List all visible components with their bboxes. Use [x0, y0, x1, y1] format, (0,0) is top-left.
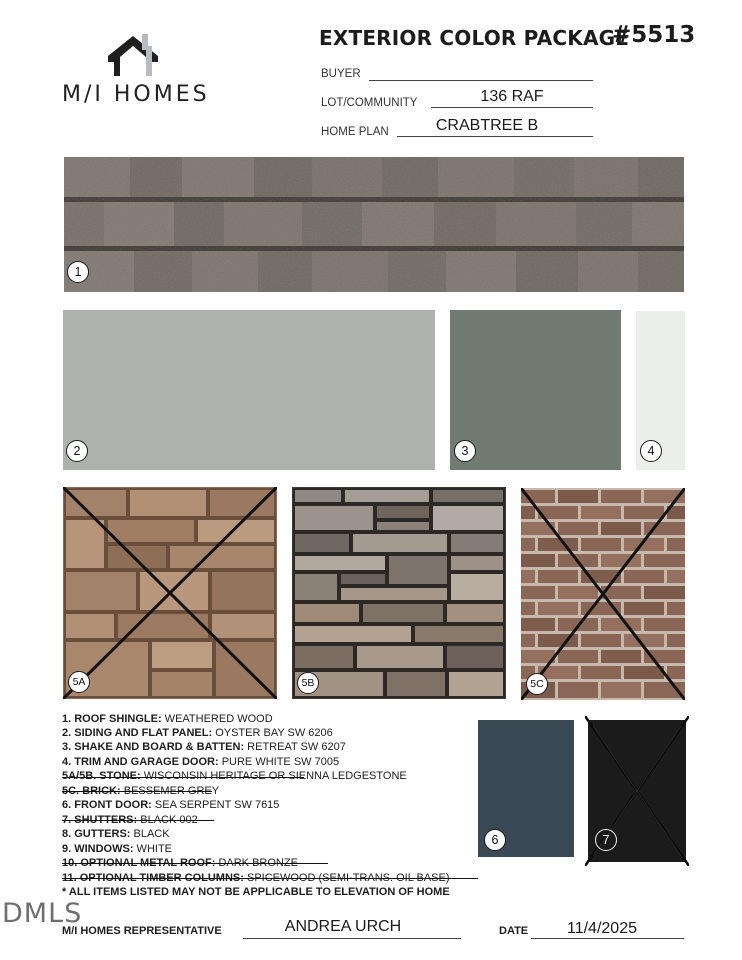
stone-5a-swatch [63, 487, 277, 699]
lot-community-line [431, 107, 593, 108]
house-icon [106, 32, 160, 76]
buyer-label: BUYER [321, 68, 361, 80]
spec-siding: 2. SIDING AND FLAT PANEL: OYSTER BAY SW 6206 [62, 727, 333, 739]
swatch-number-badge: 6 [484, 829, 506, 851]
home-plan-label: HOME PLAN [321, 126, 389, 138]
applicability-note: * ALL ITEMS LISTED MAY NOT BE APPLICABLE TO ELEVATION OF HOME [62, 886, 450, 898]
strikethrough-line [62, 791, 212, 792]
swatch-number-badge: 7 [595, 829, 617, 851]
spec-gutters: 8. GUTTERS: BLACK [62, 828, 170, 840]
spec-metal-roof: 10. OPTIONAL METAL ROOF: DARK BRONZE [62, 857, 298, 869]
swatch-number-badge: 1 [67, 261, 89, 283]
package-number: #5513 [612, 22, 696, 48]
mls-watermark: DMLS [2, 898, 83, 929]
swatch-number-badge: 5A [68, 671, 90, 693]
spec-windows: 9. WINDOWS: WHITE [62, 843, 172, 855]
spec-shutters: 7. SHUTTERS: BLACK 002 [62, 814, 198, 826]
roof-shingle-swatch [64, 157, 684, 292]
representative-value: ANDREA URCH [284, 918, 402, 935]
representative-label: M/I HOMES REPRESENTATIVE [62, 925, 222, 937]
buyer-line [369, 80, 593, 81]
page-title: EXTERIOR COLOR PACKAGE [319, 26, 630, 50]
siding-color-swatch [63, 310, 435, 470]
lot-community-value: 136 RAF [480, 88, 544, 105]
brick-5c-swatch [521, 488, 685, 700]
spec-front-door: 6. FRONT DOOR: SEA SERPENT SW 7615 [62, 799, 280, 811]
date-line [531, 938, 684, 939]
date-label: DATE [499, 925, 529, 937]
representative-line [243, 938, 461, 939]
spec-roof-shingle: 1. ROOF SHINGLE: WEATHERED WOOD [62, 713, 273, 725]
strikethrough-line [62, 820, 214, 821]
swatch-number-badge: 2 [66, 440, 88, 462]
swatch-number-badge: 4 [640, 440, 662, 462]
strikethrough-line [62, 878, 478, 879]
lot-community-label: LOT/COMMUNITY [321, 97, 418, 109]
strikethrough-line [62, 777, 304, 778]
swatch-number-badge: 3 [454, 440, 476, 462]
home-plan-value: CRABTREE B [435, 117, 539, 134]
date-value: 11/4/2025 [567, 920, 637, 937]
swatch-number-badge: 5C [526, 673, 548, 695]
home-plan-line [397, 136, 593, 137]
stone-5b-swatch [292, 487, 506, 699]
brand-name: M/I HOMES [62, 82, 210, 107]
strikethrough-line [62, 863, 328, 864]
spec-timber-columns: 11. OPTIONAL TIMBER COLUMNS: SPICEWOOD (SEMI-TRANS. OIL BASE) [62, 872, 450, 884]
spec-shake: 3. SHAKE AND BOARD & BATTEN: RETREAT SW 6207 [62, 741, 346, 753]
shake-color-swatch [450, 310, 621, 470]
spec-trim: 4. TRIM AND GARAGE DOOR: PURE WHITE SW 7005 [62, 756, 340, 768]
spec-stone: 5A/5B. STONE: WISCONSIN HERITAGE OR SIENNA LEDGESTONE [62, 770, 407, 782]
spec-brick: 5C. BRICK: BESSEMER GREY [62, 785, 220, 797]
swatch-number-badge: 5B [297, 672, 319, 694]
